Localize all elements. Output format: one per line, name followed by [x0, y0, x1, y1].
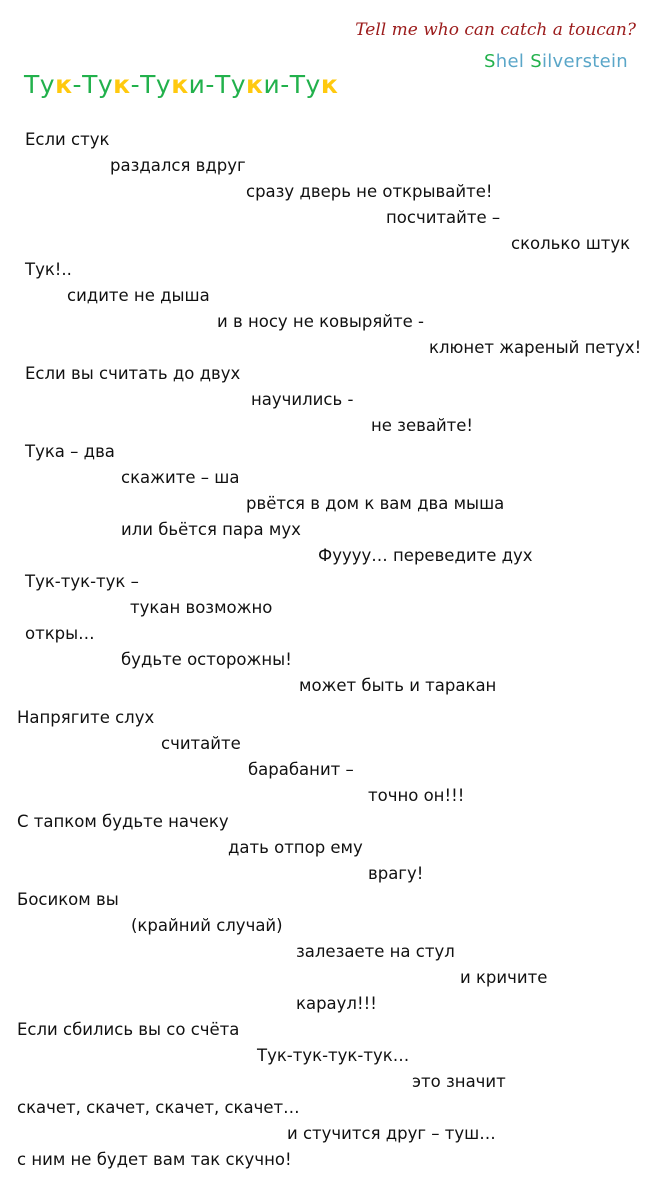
poem-line: Если сбились вы со счёта — [17, 1020, 240, 1039]
poem-line: скажите – ша — [121, 468, 240, 487]
poem-line: считайте — [161, 734, 241, 753]
poem-line: (крайний случай) — [131, 916, 283, 935]
poem-line: с ним не будет вам так скучно! — [17, 1150, 292, 1169]
poem-line: точно он!!! — [368, 786, 465, 805]
title-segment: к — [246, 70, 264, 99]
poem-line: барабанит – — [248, 760, 354, 779]
title-segment: к — [171, 70, 189, 99]
title-segment: и-Ту — [263, 70, 321, 99]
poem-line: и кричите — [460, 968, 548, 987]
poem-line: С тапком будьте начеку — [17, 812, 229, 831]
author-name — [484, 51, 628, 72]
poem-line: скачет, скачет, скачет, скачет… — [17, 1098, 300, 1117]
title-segment: к — [55, 70, 73, 99]
poem-line: будьте осторожны! — [121, 650, 292, 669]
poem-line: Тук!.. — [25, 260, 72, 279]
poem-line: залезаете на стул — [296, 942, 455, 961]
title-segment: и-Ту — [188, 70, 247, 99]
poem-line: Фуууу… переведите дух — [318, 546, 533, 565]
poem-line: врагу! — [368, 864, 424, 883]
poem-line: дать отпор ему — [228, 838, 363, 857]
poem-line: сразу дверь не открывайте! — [246, 182, 493, 201]
title-segment: -Ту — [72, 70, 114, 99]
poem-line: раздался вдруг — [110, 156, 246, 175]
poem-title — [24, 70, 338, 99]
title-segment: к — [113, 70, 131, 99]
poem-line: рвётся в дом к вам два мыша — [246, 494, 505, 513]
title-segment: к — [320, 70, 339, 99]
poem-line: Если вы считать до двух — [25, 364, 241, 383]
poem-line: Босиком вы — [17, 890, 119, 909]
poem-line: караул!!! — [296, 994, 377, 1013]
poem-line: Тука – два — [25, 442, 115, 461]
poem-line: и в носу не ковыряйте - — [217, 312, 424, 331]
poem-line: и стучится друг – туш… — [287, 1124, 496, 1143]
poem-line: сколько штук — [511, 234, 631, 253]
poem-line: может быть и таракан — [299, 676, 497, 695]
author-first-rest: hel — [495, 51, 525, 72]
poem-line: посчитайте – — [386, 208, 501, 227]
epigraph: Tell me who can catch a toucan? — [355, 20, 636, 40]
title-segment: -Ту — [130, 70, 172, 99]
poem-line: сидите не дыша — [67, 286, 210, 305]
author-last-initial: S — [530, 51, 542, 72]
poem-line: или бьётся пара мух — [121, 520, 301, 539]
poem-line: тукан возможно — [130, 598, 273, 617]
author-last-rest: ilverstein — [541, 51, 628, 72]
poem-line: клюнет жареный петух! — [429, 338, 642, 357]
poem-line: Напрягите слух — [17, 708, 155, 727]
poem-line: Если стук — [25, 130, 110, 149]
poem-line: Тук-тук-тук – — [25, 572, 139, 591]
poem-line: Тук-тук-тук-тук… — [257, 1046, 410, 1065]
poem-line: это значит — [412, 1072, 506, 1091]
author-first-initial: S — [484, 51, 496, 72]
poem-line: откры… — [25, 624, 95, 643]
title-segment: Ту — [24, 70, 56, 99]
poem-line: не зевайте! — [371, 416, 474, 435]
poem-line: научились - — [251, 390, 354, 409]
